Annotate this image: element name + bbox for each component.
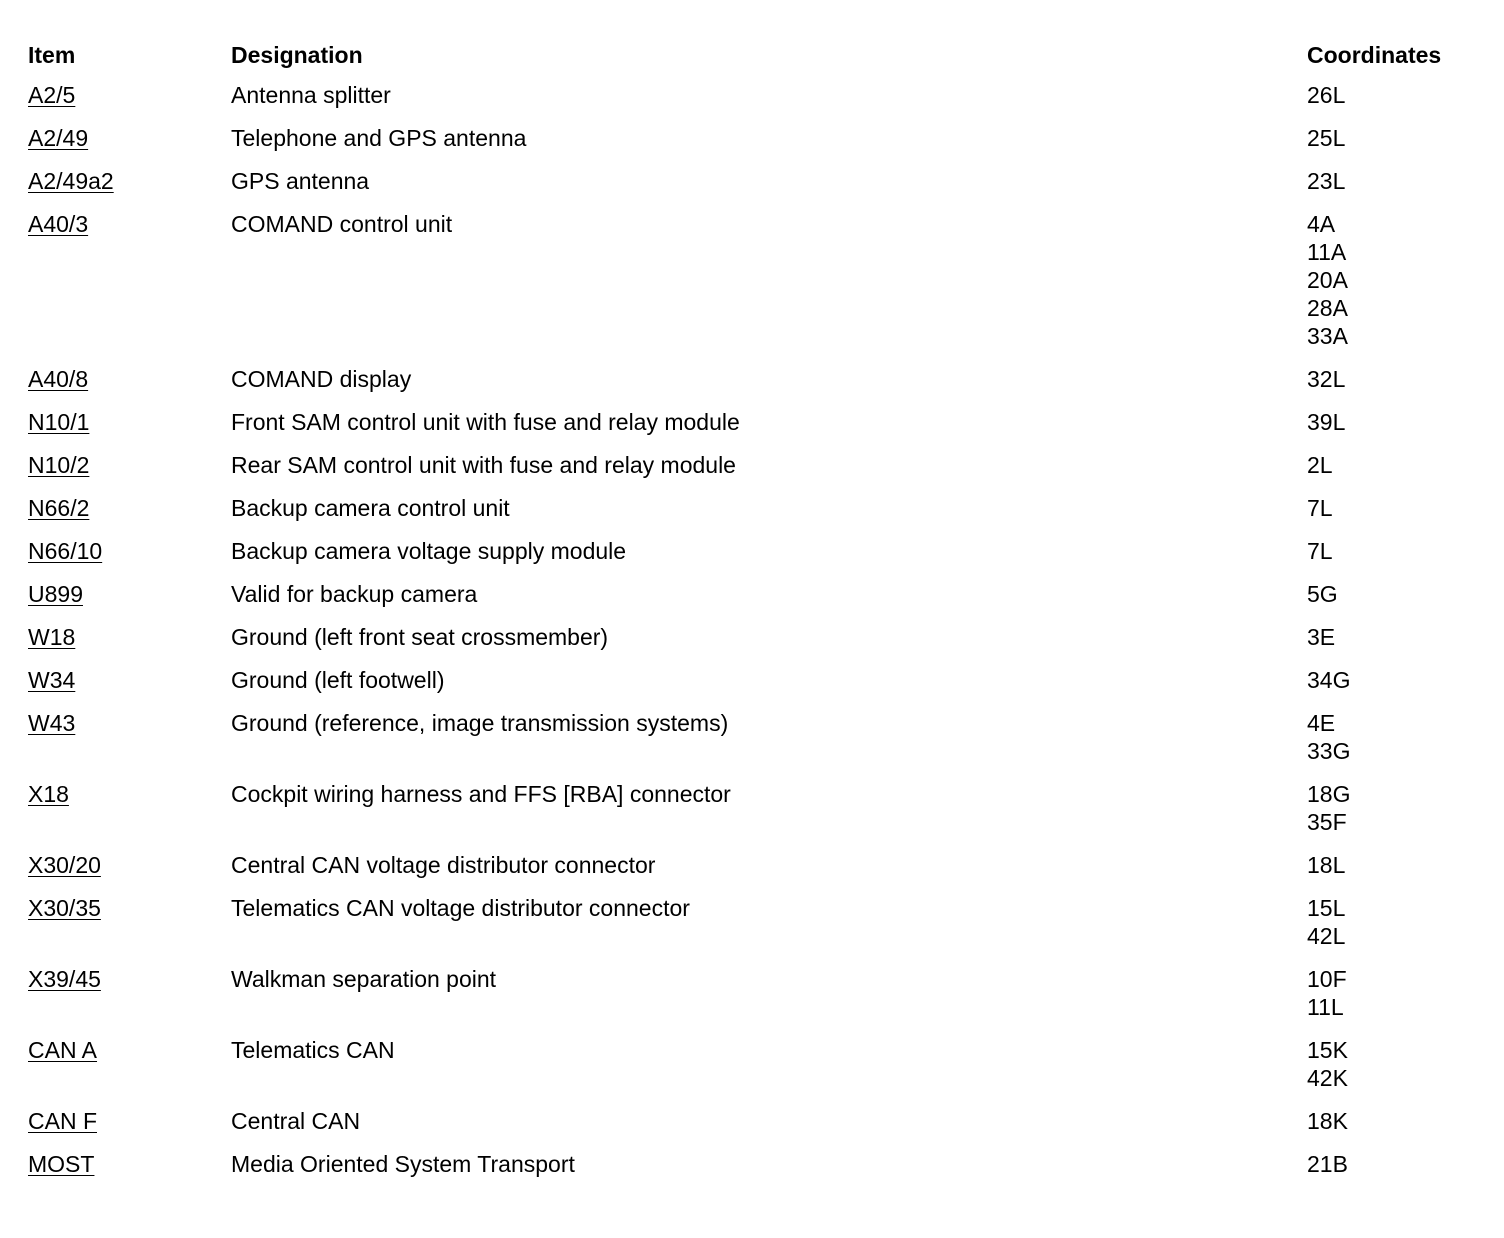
coordinates-cell (1307, 894, 1468, 950)
coordinates-cell (1307, 1150, 1468, 1178)
designation-cell: Media Oriented System Transport (231, 1151, 575, 1177)
coordinates-column-header: Coordinates (1307, 42, 1442, 68)
coordinates-cell (1307, 365, 1468, 393)
designation-cell: Cockpit wiring harness and FFS [RBA] connector (231, 781, 731, 807)
coordinate-value: 35F (1307, 809, 1347, 835)
item-link[interactable]: X39/45 (28, 966, 101, 992)
coordinate-value: 34G (1307, 667, 1351, 693)
item-link[interactable]: W18 (28, 624, 76, 650)
coordinate-value: 7L (1307, 495, 1333, 521)
table-row (28, 965, 1468, 1036)
coordinate-value: 25L (1307, 125, 1346, 151)
coordinates-cell (1307, 81, 1468, 109)
coordinate-value: 4A (1307, 211, 1336, 237)
table-header (28, 38, 1468, 81)
table-row (28, 408, 1468, 451)
designation-cell: Ground (left front seat crossmember) (231, 624, 609, 650)
coordinates-cell (1307, 494, 1468, 522)
designation-cell: Front SAM control unit with fuse and relay module (231, 409, 740, 435)
item-link[interactable]: A40/8 (28, 366, 89, 392)
coordinate-value: 11A (1307, 239, 1347, 265)
designation-cell: Walkman separation point (231, 966, 497, 992)
coordinates-cell (1307, 210, 1468, 350)
designation-cell: GPS antenna (231, 168, 370, 194)
coordinates-cell (1307, 124, 1468, 152)
legend-table (28, 38, 1468, 1193)
item-cell (28, 623, 231, 651)
table-row (28, 537, 1468, 580)
item-cell (28, 365, 231, 393)
coordinate-value: 33A (1307, 323, 1348, 349)
designation-cell: Telematics CAN voltage distributor connector (231, 895, 690, 921)
designation-cell: COMAND display (231, 366, 412, 392)
item-link[interactable]: N10/2 (28, 452, 90, 478)
coordinates-cell (1307, 167, 1468, 195)
coordinate-value: 20A (1307, 267, 1348, 293)
designation-cell: COMAND control unit (231, 211, 453, 237)
table-row (28, 1107, 1468, 1150)
item-cell (28, 167, 231, 195)
item-cell (28, 965, 231, 993)
coordinate-value: 10F (1307, 966, 1347, 992)
coordinates-cell (1307, 623, 1468, 651)
table-row (28, 851, 1468, 894)
coordinates-cell (1307, 851, 1468, 879)
coordinate-value: 18G (1307, 781, 1351, 807)
item-link[interactable]: N66/10 (28, 538, 103, 564)
table-row (28, 894, 1468, 965)
item-link[interactable]: A2/5 (28, 82, 76, 108)
item-cell (28, 580, 231, 608)
item-cell (28, 1150, 231, 1178)
item-link[interactable]: A2/49 (28, 125, 89, 151)
item-cell (28, 894, 231, 922)
designation-cell: Central CAN (231, 1108, 361, 1134)
item-link[interactable]: A40/3 (28, 211, 89, 237)
coordinates-cell (1307, 1036, 1468, 1092)
coordinates-cell (1307, 780, 1468, 836)
table-row (28, 124, 1468, 167)
designation-cell: Antenna splitter (231, 82, 391, 108)
coordinate-value: 5G (1307, 581, 1338, 607)
designation-cell: Telematics CAN (231, 1037, 395, 1063)
table-row (28, 1150, 1468, 1193)
table-row (28, 780, 1468, 851)
item-cell (28, 709, 231, 737)
coordinate-value: 39L (1307, 409, 1346, 435)
item-cell (28, 1107, 231, 1135)
item-link[interactable]: CAN F (28, 1108, 97, 1134)
coordinates-cell (1307, 1107, 1468, 1135)
designation-cell: Ground (reference, image transmission systems) (231, 710, 729, 736)
table-row (28, 709, 1468, 780)
item-cell (28, 81, 231, 109)
coordinate-value: 33G (1307, 738, 1351, 764)
coordinate-value: 21B (1307, 1151, 1348, 1177)
item-cell (28, 1036, 231, 1064)
table-row (28, 451, 1468, 494)
item-link[interactable]: X18 (28, 781, 69, 807)
item-cell (28, 537, 231, 565)
designation-cell: Backup camera voltage supply module (231, 538, 627, 564)
table-body (28, 81, 1468, 1193)
coordinate-value: 7L (1307, 538, 1333, 564)
coordinate-value: 15K (1307, 1037, 1348, 1063)
table-row (28, 623, 1468, 666)
item-cell (28, 210, 231, 238)
coordinates-cell (1307, 965, 1468, 1021)
coordinate-value: 26L (1307, 82, 1346, 108)
item-cell (28, 666, 231, 694)
coordinate-value: 11L (1307, 994, 1344, 1020)
item-link[interactable]: A2/49a2 (28, 168, 114, 194)
item-link[interactable]: X30/20 (28, 852, 101, 878)
table-row (28, 365, 1468, 408)
coordinates-cell (1307, 580, 1468, 608)
table-row (28, 580, 1468, 623)
item-cell (28, 124, 231, 152)
designation-cell: Valid for backup camera (231, 581, 478, 607)
designation-cell: Ground (left footwell) (231, 667, 445, 693)
item-cell (28, 451, 231, 479)
item-cell (28, 494, 231, 522)
item-link[interactable]: X30/35 (28, 895, 101, 921)
coordinates-cell (1307, 666, 1468, 694)
table-row (28, 494, 1468, 537)
coordinate-value: 23L (1307, 168, 1346, 194)
item-link[interactable]: W43 (28, 710, 76, 736)
coordinate-value: 42K (1307, 1065, 1348, 1091)
table-row (28, 210, 1468, 365)
table-row (28, 1036, 1468, 1107)
item-link[interactable]: W34 (28, 667, 76, 693)
table-row (28, 81, 1468, 124)
table-row (28, 666, 1468, 709)
designation-cell: Rear SAM control unit with fuse and relay module (231, 452, 736, 478)
item-link[interactable]: N10/1 (28, 409, 90, 435)
coordinates-cell (1307, 451, 1468, 479)
item-link[interactable]: MOST (28, 1151, 95, 1177)
designation-cell: Central CAN voltage distributor connector (231, 852, 656, 878)
designation-column-header: Designation (231, 42, 363, 68)
designation-cell: Telephone and GPS antenna (231, 125, 527, 151)
designation-cell: Backup camera control unit (231, 495, 510, 521)
coordinate-value: 18K (1307, 1108, 1348, 1134)
coordinate-value: 4E (1307, 710, 1336, 736)
table-row (28, 167, 1468, 210)
coordinate-value: 42L (1307, 923, 1346, 949)
coordinate-value: 2L (1307, 452, 1333, 478)
item-cell (28, 780, 231, 808)
coordinates-cell (1307, 408, 1468, 436)
item-column-header: Item (28, 42, 76, 68)
item-cell (28, 851, 231, 879)
coordinates-cell (1307, 709, 1468, 765)
coordinate-value: 18L (1307, 852, 1346, 878)
coordinate-value: 15L (1307, 895, 1346, 921)
item-link[interactable]: CAN A (28, 1037, 98, 1063)
coordinates-cell (1307, 537, 1468, 565)
item-link[interactable]: U899 (28, 581, 83, 607)
item-link[interactable]: N66/2 (28, 495, 90, 521)
coordinate-value: 32L (1307, 366, 1346, 392)
coordinate-value: 28A (1307, 295, 1348, 321)
item-cell (28, 408, 231, 436)
coordinate-value: 3E (1307, 624, 1336, 650)
